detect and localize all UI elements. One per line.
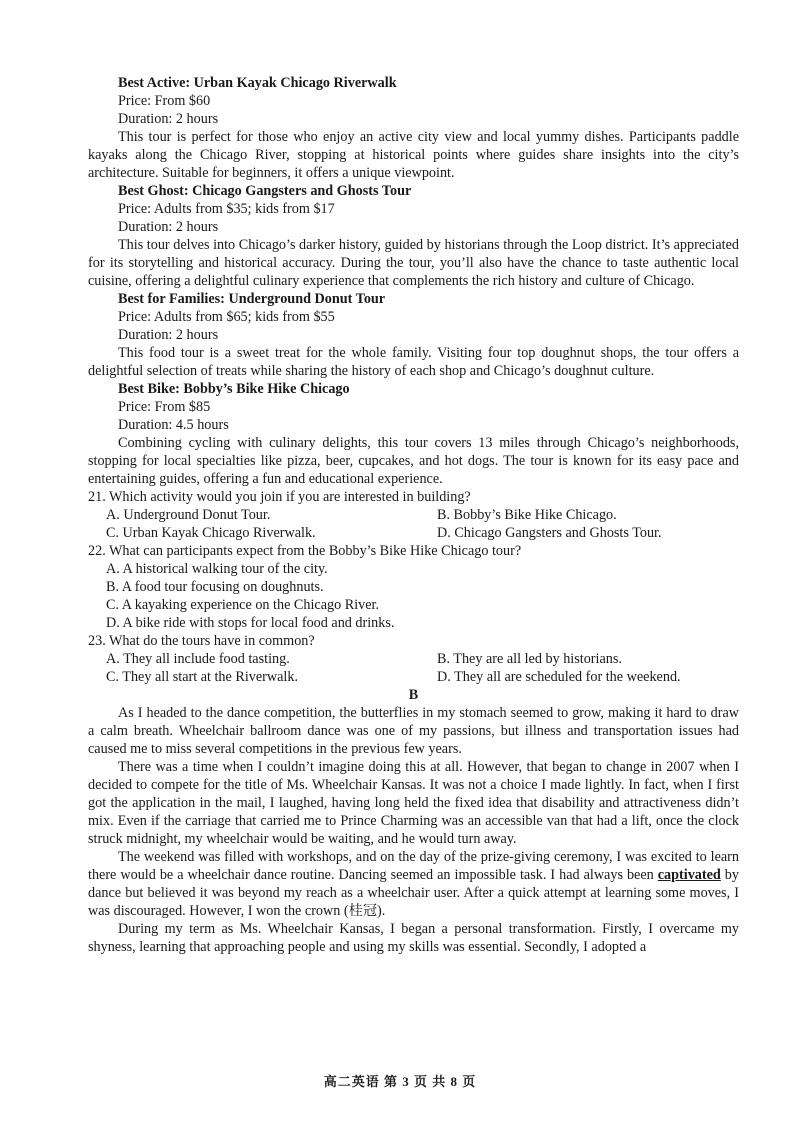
tour-description: This tour delves into Chicago’s darker history, guided by historians through the Loop district. It’s appreciated for its storytelling and historical accuracy. During the tour, you’ll also have the chance to taste authentic local cuisine, offering a delightful culinary experience that complements the rich history and culture of Chicago. — [88, 237, 739, 289]
tour-title: Best Bike: Bobby’s Bike Hike Chicago — [118, 381, 350, 397]
option-c[interactable]: C. They all start at the Riverwalk. — [106, 669, 299, 685]
passage-paragraph — [88, 848, 739, 920]
tour-duration: Duration: 2 hours — [118, 111, 219, 127]
tour-duration: Duration: 4.5 hours — [118, 417, 229, 433]
tour-families — [88, 290, 739, 380]
tour-ghost — [88, 182, 739, 290]
tour-duration: Duration: 2 hours — [118, 327, 219, 343]
tour-duration: Duration: 2 hours — [118, 219, 219, 235]
option-b[interactable]: B. Bobby’s Bike Hike Chicago. — [437, 507, 617, 523]
option-d[interactable]: D. Chicago Gangsters and Ghosts Tour. — [437, 525, 662, 541]
section-b-heading: B — [408, 687, 419, 703]
option-b[interactable]: B. They are all led by historians. — [437, 651, 622, 667]
option-c[interactable]: C. Urban Kayak Chicago Riverwalk. — [106, 525, 316, 541]
tour-title: Best for Families: Underground Donut Tour — [118, 291, 386, 307]
page-footer: 高二英语 第 3 页 共 8 页 — [323, 1074, 477, 1089]
passage-text: by dance but believed it was beyond my reach as a wheelchair user. After a quick attempt at learning some moves, I was discouraged. However, I won the crown (桂冠). — [88, 867, 739, 919]
option-d[interactable]: D. A bike ride with stops for local food and drinks. — [106, 615, 395, 631]
tour-price: Price: Adults from $35; kids from $17 — [118, 201, 335, 217]
tour-description: This food tour is a sweet treat for the whole family. Visiting four top doughnut shops, the tour offers a delightful selection of treats while sharing the history of each shop and Chicago’s doughnut culture. — [88, 345, 739, 379]
question-stem: 21. Which activity would you join if you are interested in building? — [88, 489, 471, 505]
option-c[interactable]: C. A kayaking experience on the Chicago River. — [106, 597, 380, 613]
tour-title: Best Active: Urban Kayak Chicago Riverwalk — [118, 75, 397, 91]
option-b[interactable]: B. A food tour focusing on doughnuts. — [106, 579, 324, 595]
passage-b — [88, 704, 739, 956]
underlined-word: captivated — [657, 867, 721, 883]
passage-paragraph: There was a time when I couldn’t imagine doing this at all. However, that began to change in 2007 when I decided to compete for the title of Ms. Wheelchair Kansas. It was not a choice I made lightly. In fact, when I first got the application in the mail, I laughed, having long held the fixed idea that disability and attractiveness didn’t mix. Even if the carriage that carried me to Prince Charming was an accessible van that had a lift, once the clock struck midnight, my wheelchair would be waiting, and he would turn away. — [88, 759, 739, 847]
option-a[interactable]: A. Underground Donut Tour. — [106, 507, 271, 523]
passage-paragraph: As I headed to the dance competition, the butterflies in my stomach seemed to grow, making it hard to draw a calm breath. Wheelchair ballroom dance was one of my passions, but illness and transportation issues had caused me to miss several competitions in the previous few years. — [88, 705, 739, 757]
tour-title: Best Ghost: Chicago Gangsters and Ghosts Tour — [118, 183, 412, 199]
tour-bike — [88, 380, 739, 488]
tour-price: Price: From $85 — [118, 399, 211, 415]
passage-paragraph: During my term as Ms. Wheelchair Kansas, I began a personal transformation. Firstly, I overcame my shyness, learning that approaching people and using my skills was essential. Secondly, I adopted a — [88, 921, 739, 955]
question-stem: 22. What can participants expect from the Bobby’s Bike Hike Chicago tour? — [88, 543, 522, 559]
question-21 — [88, 488, 739, 542]
tour-price: Price: Adults from $65; kids from $55 — [118, 309, 335, 325]
question-stem: 23. What do the tours have in common? — [88, 633, 315, 649]
tour-description: This tour is perfect for those who enjoy an active city view and local yummy dishes. Participants paddle kayaks along the Chicago River, stopping at historical points where guides share insights into the city’s architecture. Suitable for beginners, it offers a unique viewpoint. — [88, 129, 739, 181]
tour-active — [88, 74, 739, 182]
tour-description: Combining cycling with culinary delights, this tour covers 13 miles through Chicago’s neighborhoods, stopping for local specialties like pizza, beer, cupcakes, and hot dogs. The tour is known for its easy pace and entertaining guides, offering a fun and educational experience. — [88, 435, 739, 487]
question-23 — [88, 632, 739, 686]
tour-price: Price: From $60 — [118, 93, 211, 109]
option-d[interactable]: D. They all are scheduled for the weekend. — [437, 669, 681, 685]
option-a[interactable]: A. A historical walking tour of the city. — [106, 561, 328, 577]
passage-text: The weekend was filled with workshops, and on the day of the prize-giving ceremony, I was excited to learn there would be a wheelchair dance routine. Dancing seemed an impossible task. I had always been — [88, 849, 739, 883]
question-22 — [88, 542, 739, 632]
page-content — [88, 74, 739, 956]
option-a[interactable]: A. They all include food tasting. — [106, 651, 290, 667]
